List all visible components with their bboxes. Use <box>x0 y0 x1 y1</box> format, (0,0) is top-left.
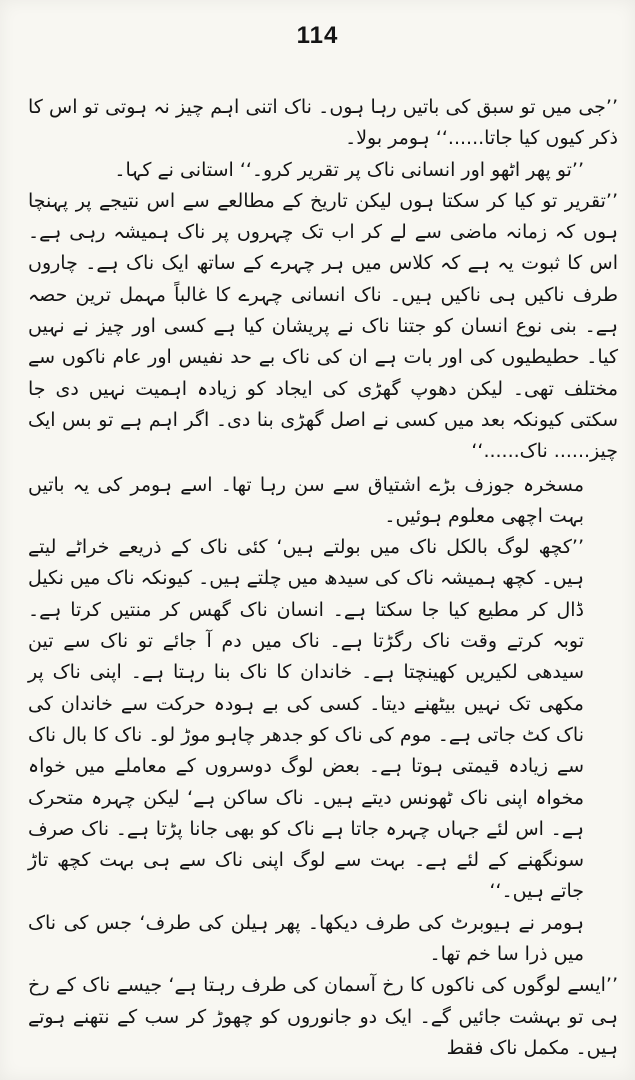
paragraph: مسخرہ جوزف بڑے اشتیاق سے سن رہا تھا۔ اسے ہومر کی یہ باتیں بہت اچھی معلوم ہوئیں۔ <box>28 473 584 527</box>
paragraph: ’’تو پھر اٹھو اور انسانی ناک پر تقریر کرو۔‘‘ استانی نے کہا۔ <box>114 158 584 181</box>
paragraph: ’’کچھ لوگ بالکل ناک میں بولتے ہیں‘ کئی ناک کے ذریعے خراٹے لیتے ہیں۔ کچھ ہمیشہ ناک کی سیدھ میں چلتے ہیں۔ کیونکہ ناک میں نکیل ڈال کر مطیع کیا جا سکتا ہے۔ انسان ناک گھس کر منتیں کرتا ہے۔ توبہ کرتے وقت ناک رگڑتا ہے۔ ناک میں دم آ جائے تو ناک سے تین سیدھی لکیریں کھینچتا ہے۔ خاندان کا ناک بنا رہتا ہے۔ اپنی ناک پر مکھی تک نہیں بیٹھنے دیتا۔ کسی کی بے ہودہ حرکت سے خاندان کی ناک کٹ جاتی ہے۔ موم کی ناک کو جدھر چاہو موڑ لو۔ ناک کا بال ناک سے زیادہ قیمتی ہوتا ہے۔ بعض لوگ دوسروں کے معاملے میں خواہ مخواہ اپنی ناک ٹھونس دیتے ہیں۔ ناک ساکن ہے‘ لیکن چہرہ متحرک ہے۔ اس لئے جہاں چہرہ جاتا ہے ناک کو بھی جانا پڑتا ہے۔ ناک صرف سونگھنے کے لئے ہے۔ بہت سے لوگ اپنی ناک سے ہی بہت کچھ تاڑ جاتے ہیں۔‘‘ <box>28 536 584 903</box>
paragraph: ’’تقریر تو کیا کر سکتا ہوں لیکن تاریخ کے مطالعے سے اس نتیجے پر پہنچا ہوں کہ زمانہ ماضی سے لے کر اب تک چہروں پر ناک ہمیشہ رہی ہے۔ اس کا ثبوت یہ ہے کہ کلاس میں ہر چہرے کے ساتھ ایک ناک ہے۔ چاروں طرف ناکیں ہی ناکیں ہیں۔ ناک انسانی چہرے کا غالباً مہمل ترین حصہ ہے۔ بنی نوع انسان کو جتنا ناک نے پریشان کیا ہے کسی اور چیز نے نہیں کیا۔ حطیطیوں کی اور بات ہے ان کی ناک بے حد نفیس اور عام ناکوں سے مختلف تھی۔ لیکن دھوپ گھڑی کی ایجاد کو زیادہ اہمیت نہیں دی جا سکتی کیونکہ بعد میں کسی نے اصل گھڑی بنا دی۔ اگر اہم ہے تو بس ایک چیز...... ناک......‘‘ <box>28 189 618 463</box>
page-text <box>28 92 618 1064</box>
paragraph: ’’ایسے لوگوں کی ناکوں کا رخ آسمان کی طرف رہتا ہے‘ جیسے ناک کے رخ ہی تو بہشت جائیں گے۔ ایک دو جانوروں کو چھوڑ کر سب کے نتھنے ہوتے ہیں۔ مکمل ناک فقط <box>28 974 618 1059</box>
paragraph: ہومر نے ہیوبرٹ کی طرف دیکھا۔ پھر ہیلن کی طرف‘ جس کی ناک میں ذرا سا خم تھا۔ <box>28 911 584 966</box>
page-number: 114 <box>296 22 339 49</box>
paragraph: ’’جی میں تو سبق کی باتیں رہا ہوں۔ ناک اتنی اہم چیز نہ ہوتی تو اس کا ذکر کیوں کیا جاتا......‘‘ ہومر بولا۔ <box>28 96 618 150</box>
